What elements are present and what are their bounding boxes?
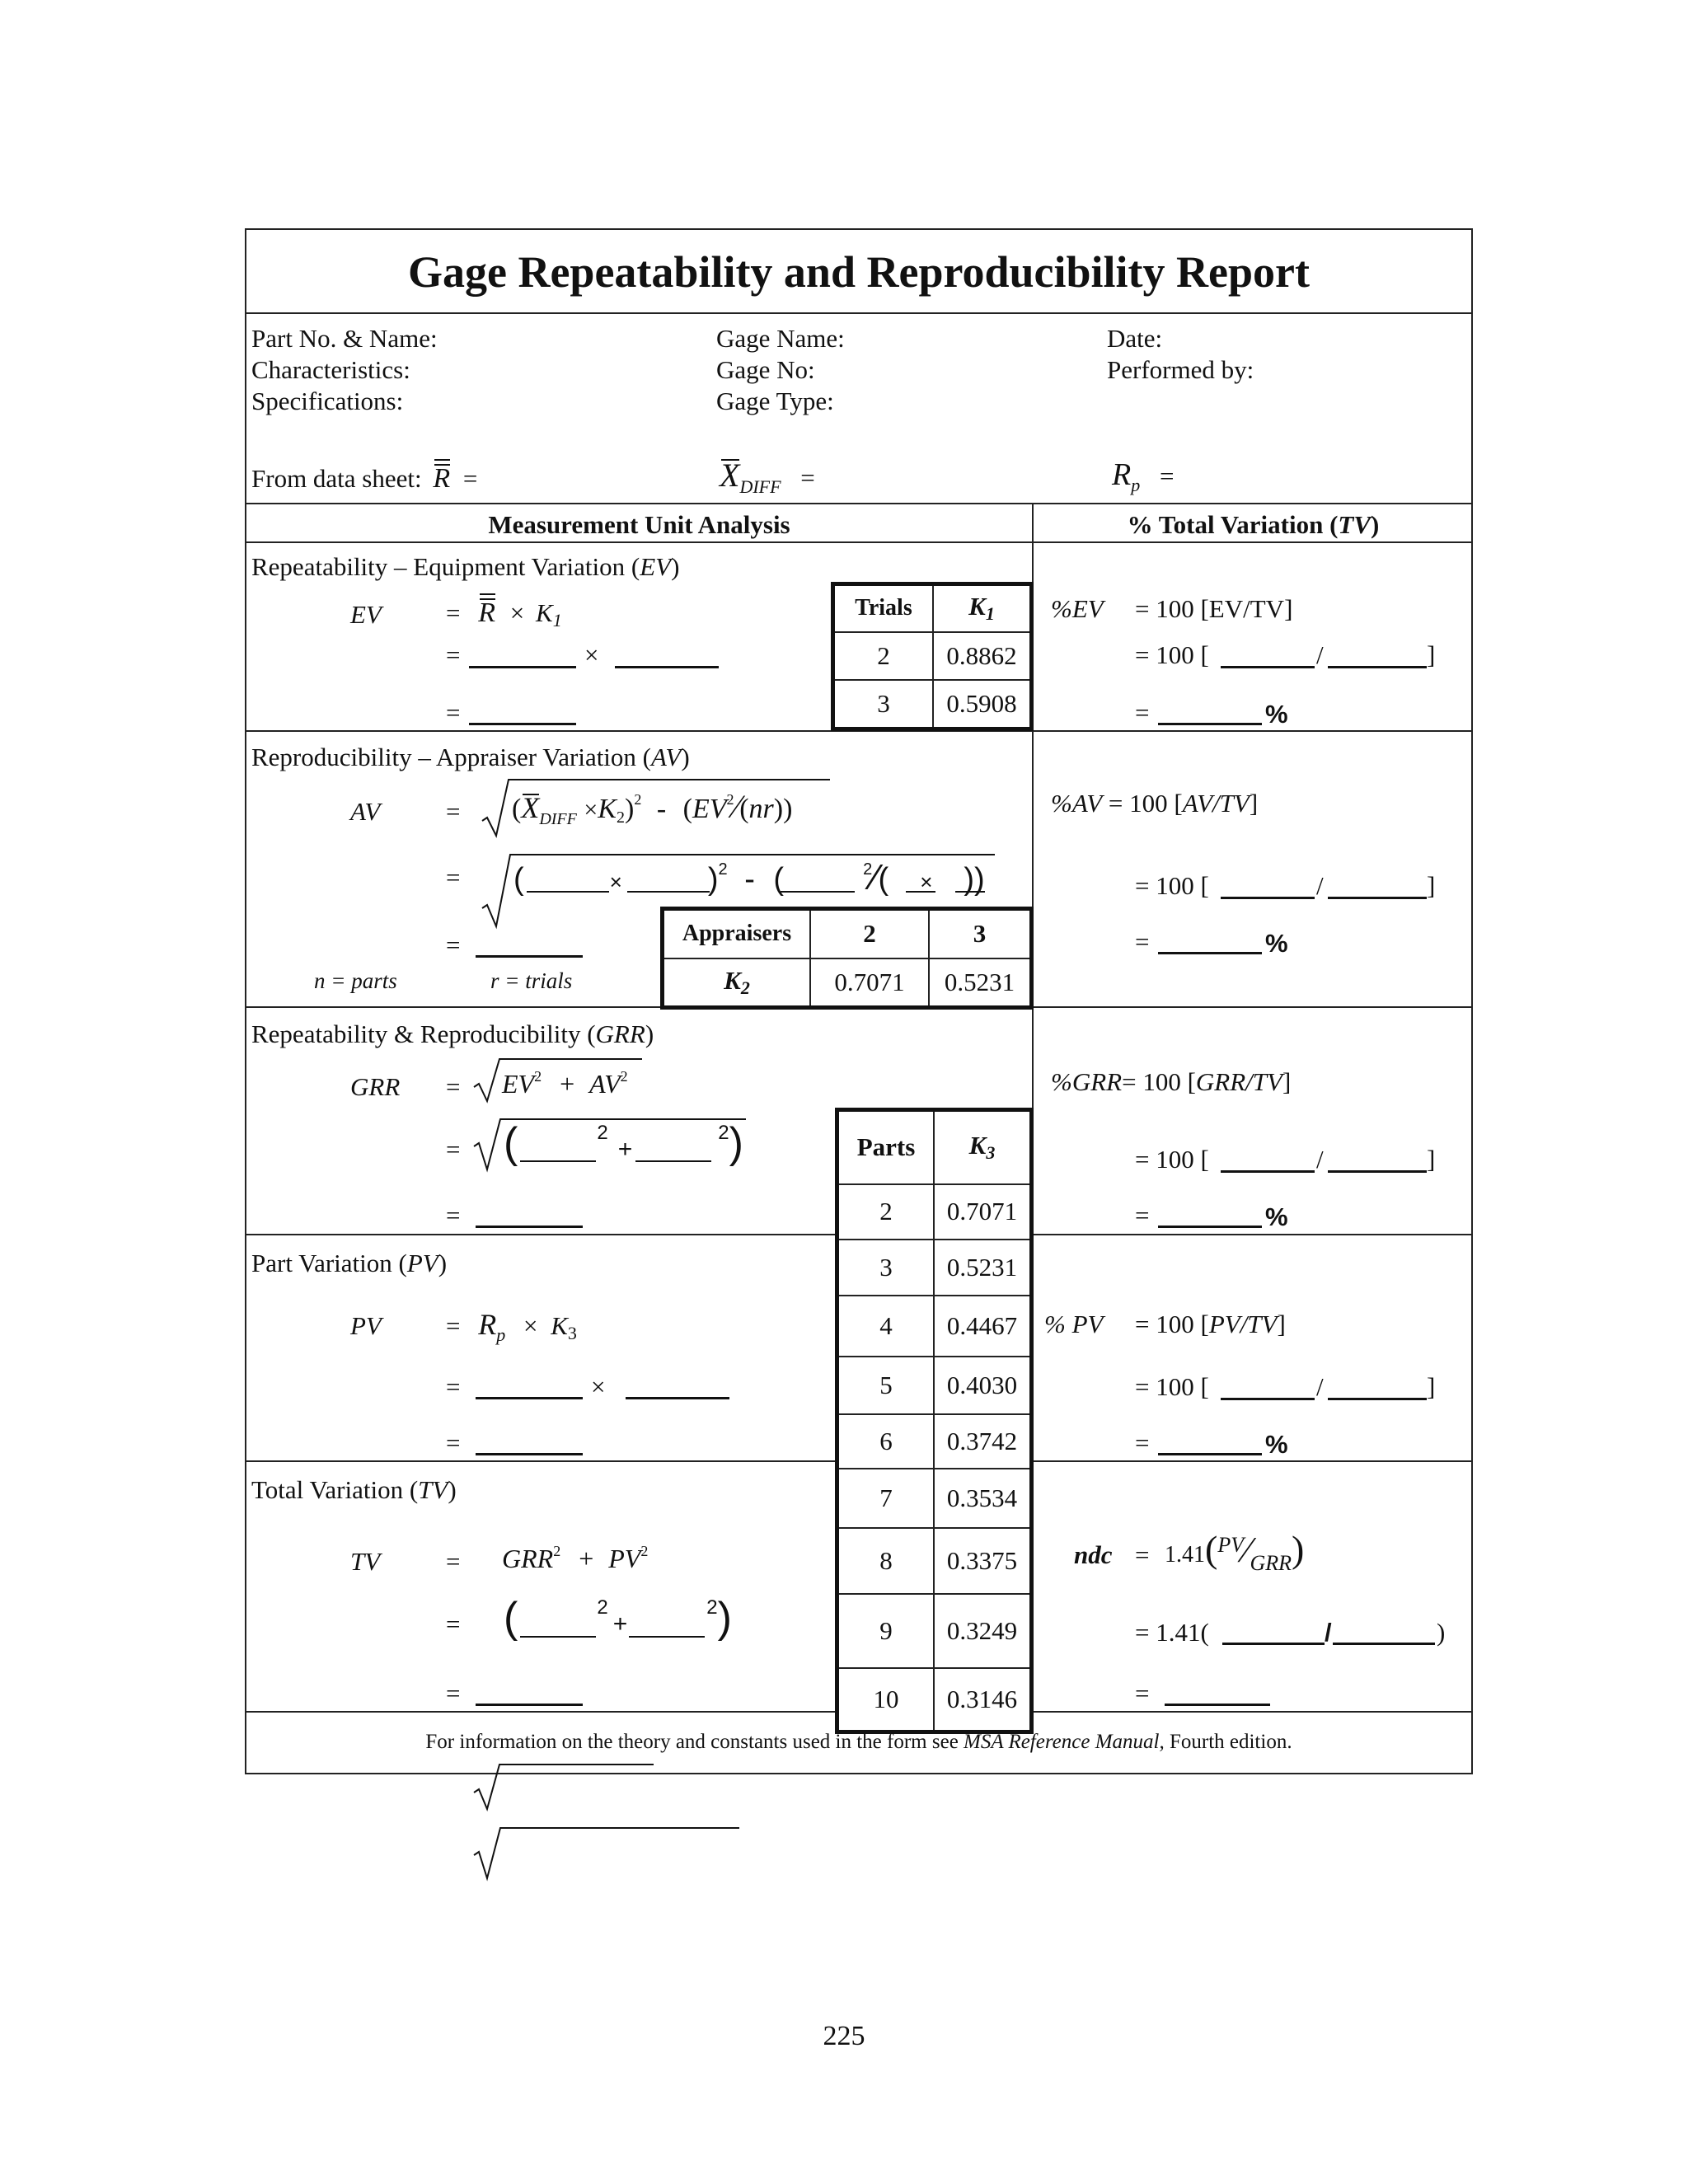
k2-col-header: 3 — [929, 909, 1032, 958]
k1-trials-cell: 3 — [833, 680, 934, 729]
grr-eq-1: = — [446, 1072, 461, 1101]
pv-formula: = $R_p \times K3$ — [446, 1308, 577, 1345]
av-n-note: n = parts — [314, 968, 397, 993]
pct-ev-line2: = 100 [ — [1135, 640, 1209, 669]
pv-times: × — [591, 1372, 606, 1401]
pct-grr-bracket: ] — [1427, 1145, 1436, 1174]
total-variation-heading: % Total Variation (TV) — [1127, 510, 1380, 539]
ndc-paren: ) — [1437, 1618, 1446, 1647]
k1-table — [831, 582, 1034, 731]
tv-eq-2: = — [446, 1610, 461, 1638]
pct-pv-blank-1[interactable] — [1221, 1398, 1315, 1400]
rp-label: $R_p$ = — [1112, 457, 1175, 495]
tv-heading: Total Variation (TV) — [251, 1475, 457, 1504]
av-label: AV — [350, 797, 381, 826]
pct-ev-bracket: ] — [1427, 640, 1436, 669]
av-eq-1: = — [446, 797, 461, 826]
tv-eq-3: = — [446, 1679, 461, 1708]
k2-value-cell: 0.7071 — [810, 958, 929, 1008]
grr-heading: Repeatability & Reproducibility (GRR) — [251, 1019, 654, 1048]
av-r-note: r = trials — [490, 968, 573, 993]
performed-by-label: Performed by: — [1107, 355, 1254, 384]
pct-pv-slash: / — [1316, 1372, 1324, 1401]
pct-pv-formula: = 100 [PV/TV] — [1135, 1310, 1286, 1338]
k1-trials-cell: 2 — [833, 632, 934, 680]
pct-av-line3: = — [1135, 927, 1150, 956]
ndc-line2: = 1.41( — [1135, 1618, 1209, 1647]
tv-blank-pv[interactable] — [629, 1636, 705, 1638]
grr-eq-3: = — [446, 1201, 461, 1230]
grr-report-form — [245, 228, 1473, 1774]
grr-formula-2: ( $^2$+$^2$) — [504, 1119, 743, 1167]
pct-av-slash: / — [1316, 871, 1324, 900]
k3-k-header: K3 — [934, 1110, 1032, 1184]
grr-eq-2: = — [446, 1135, 461, 1164]
pct-ev-blank-2[interactable] — [1328, 666, 1427, 668]
k3-value-cell: 0.3742 — [934, 1414, 1032, 1469]
k1-trials-header: Trials — [833, 584, 934, 632]
ev-result-blank[interactable] — [469, 723, 576, 725]
pct-grr-line2: = 100 [ — [1135, 1145, 1209, 1174]
ev-heading: Repeatability – Equipment Variation (EV) — [251, 552, 680, 581]
av-eq-2: = — [446, 863, 461, 892]
pv-blank-1[interactable] — [476, 1397, 583, 1399]
date-label: Date: — [1107, 324, 1163, 353]
pct-grr-percent: % — [1265, 1202, 1288, 1231]
pct-pv-bracket: ] — [1427, 1372, 1436, 1401]
ndc-formula: $1.41(^{PV}⁄_{GRR})$ — [1165, 1528, 1305, 1575]
grr-radicals — [246, 230, 247, 231]
pv-heading: Part Variation (PV) — [251, 1249, 448, 1277]
k3-parts-header: Parts — [837, 1110, 935, 1184]
k3-parts-cell: 5 — [837, 1357, 935, 1414]
gage-type-label: Gage Type: — [716, 387, 834, 415]
report-title: Gage Repeatability and Reproducibility Report — [407, 247, 1310, 297]
pv-result-blank[interactable] — [476, 1453, 583, 1455]
characteristics-label: Characteristics: — [251, 355, 410, 384]
av-blank-xdiff[interactable] — [527, 891, 609, 893]
pct-grr-slash: / — [1316, 1145, 1324, 1174]
header-divider — [246, 503, 1471, 504]
tv-label: TV — [350, 1547, 381, 1576]
av-heading: Reproducibility – Appraiser Variation (AV) — [251, 743, 690, 771]
k3-parts-cell: 4 — [837, 1296, 935, 1357]
k3-value-cell: 0.3249 — [934, 1594, 1032, 1668]
pct-av-blank-2[interactable] — [1328, 897, 1427, 899]
gage-no-label: Gage No: — [716, 355, 815, 384]
tv-formula-2: ( $^2$+$^2$) — [504, 1594, 732, 1642]
pv-eq-3: = — [446, 1428, 461, 1457]
av-eq-3: = — [446, 930, 461, 959]
k3-value-cell: 0.7071 — [934, 1184, 1032, 1240]
pct-pv-blank-2[interactable] — [1328, 1398, 1427, 1400]
ndc-label: ndc — [1074, 1540, 1113, 1569]
ev-line3-equals: = — [446, 698, 461, 727]
grr-result-blank[interactable] — [476, 1226, 583, 1228]
av-formula-2: ( × )$^2$ - ( $^2$⁄( × )) — [513, 857, 985, 898]
ndc-eq-1: = — [1135, 1540, 1150, 1569]
pct-grr-blank-1[interactable] — [1221, 1170, 1315, 1173]
from-data-sheet-label: From data sheet: R = — [251, 465, 477, 493]
pct-pv-percent: % — [1265, 1430, 1288, 1459]
av-blank-ev[interactable] — [781, 891, 855, 893]
pct-av-bracket: ] — [1427, 871, 1436, 900]
k3-value-cell: 0.5231 — [934, 1240, 1032, 1296]
pv-eq-2: = — [446, 1372, 461, 1401]
av-blank-k2[interactable] — [627, 891, 710, 893]
pct-av-formula: %AV = 100 [AV/TV] — [1051, 789, 1259, 818]
k2-table — [660, 907, 1034, 1010]
pct-av-percent: % — [1265, 929, 1288, 958]
k3-table — [835, 1108, 1034, 1734]
k2-appraisers-header: Appraisers — [663, 909, 811, 958]
ndc-blank-2[interactable] — [1333, 1643, 1435, 1645]
k3-parts-cell: 6 — [837, 1414, 935, 1469]
tv-result-blank[interactable] — [476, 1704, 583, 1706]
k1-value-cell: 0.5908 — [933, 680, 1032, 729]
pct-grr-line3: = — [1135, 1201, 1150, 1230]
pct-pv-label: % PV — [1044, 1310, 1104, 1338]
measurement-unit-analysis-heading: Measurement Unit Analysis — [488, 510, 790, 539]
grr-formula-1: $EV^2 + AV^2$ — [502, 1068, 628, 1099]
title-divider — [246, 312, 1471, 314]
pct-ev-label: %EV — [1051, 594, 1104, 623]
av-result-blank[interactable] — [476, 955, 583, 958]
pct-grr-result-blank[interactable] — [1158, 1226, 1262, 1228]
k3-value-cell: 0.4467 — [934, 1296, 1032, 1357]
k1-k-header: K1 — [933, 584, 1032, 632]
pct-av-line2: = 100 [ — [1135, 871, 1209, 900]
pct-ev-line3: = — [1135, 698, 1150, 727]
pv-label: PV — [350, 1311, 382, 1340]
pct-pv-line3: = — [1135, 1428, 1150, 1457]
tv-eq-1: = — [446, 1547, 461, 1576]
ev-blank-1[interactable] — [469, 666, 576, 668]
k3-parts-cell: 8 — [837, 1528, 935, 1594]
pv-blank-2[interactable] — [626, 1397, 729, 1399]
ev-label: EV — [350, 600, 382, 629]
pct-ev-blank-1[interactable] — [1221, 666, 1315, 668]
xdiff-label: $X_{DIFF}$ = — [720, 457, 815, 497]
part-no-label: Part No. & Name: — [251, 324, 438, 353]
av-formula-1: ( $X_{DIFF} \times K2)^2$ - $(EV^2⁄(nr))$ — [512, 788, 793, 828]
ndc-blank-1[interactable] — [1222, 1643, 1325, 1645]
ndc-slash: / — [1325, 1618, 1332, 1647]
k3-parts-cell: 7 — [837, 1469, 935, 1528]
k3-value-cell: 0.3146 — [934, 1668, 1032, 1732]
ev-times: × — [584, 640, 599, 669]
column-header-divider — [246, 541, 1471, 543]
ev-formula: = R × K1 — [446, 599, 562, 630]
r-double-bar: R — [433, 465, 450, 493]
k3-parts-cell: 10 — [837, 1668, 935, 1732]
k3-parts-cell: 2 — [837, 1184, 935, 1240]
pct-ev-formula: = 100 [EV/TV] — [1135, 594, 1293, 623]
pct-ev-slash: / — [1316, 640, 1324, 669]
k3-parts-cell: 3 — [837, 1240, 935, 1296]
specifications-label: Specifications: — [251, 387, 404, 415]
pct-ev-percent: % — [1265, 700, 1288, 729]
k2-k-label: K2 — [663, 958, 811, 1008]
k3-value-cell: 0.4030 — [934, 1357, 1032, 1414]
pct-av-blank-1[interactable] — [1221, 897, 1315, 899]
grr-blank-ev[interactable] — [520, 1160, 596, 1162]
k2-value-cell: 0.5231 — [929, 958, 1032, 1008]
footer-note: For information on the theory and constants used in the form see MSA Reference Manual, Fourth edition. — [425, 1731, 1292, 1753]
k2-col-header: 2 — [810, 909, 929, 958]
k3-value-cell: 0.3375 — [934, 1528, 1032, 1594]
pct-pv-result-blank[interactable] — [1158, 1453, 1262, 1455]
tv-formula-1: $GRR^2 + PV^2$ — [502, 1543, 649, 1573]
pct-ev-result-blank[interactable] — [1158, 723, 1262, 725]
ev-blank-2[interactable] — [615, 666, 719, 668]
tv-blank-grr[interactable] — [520, 1636, 596, 1638]
grr-blank-av[interactable] — [635, 1160, 711, 1162]
grr-label: GRR — [350, 1072, 401, 1101]
pct-av-result-blank[interactable] — [1158, 952, 1262, 954]
gage-name-label: Gage Name: — [716, 324, 845, 353]
av-blank-r[interactable] — [955, 891, 985, 893]
page-number: 225 — [823, 2021, 865, 2051]
av-blank-n[interactable] — [906, 891, 935, 893]
pct-grr-formula: %GRR= 100 [GRR/TV] — [1051, 1067, 1292, 1096]
k3-parts-cell: 9 — [837, 1594, 935, 1668]
ev-line2-equals: = — [446, 640, 461, 669]
pct-grr-blank-2[interactable] — [1328, 1170, 1427, 1173]
ndc-line3: = — [1135, 1679, 1150, 1708]
k3-value-cell: 0.3534 — [934, 1469, 1032, 1528]
k1-value-cell: 0.8862 — [933, 632, 1032, 680]
pct-pv-line2: = 100 [ — [1135, 1372, 1209, 1401]
ndc-result-blank[interactable] — [1165, 1704, 1270, 1706]
